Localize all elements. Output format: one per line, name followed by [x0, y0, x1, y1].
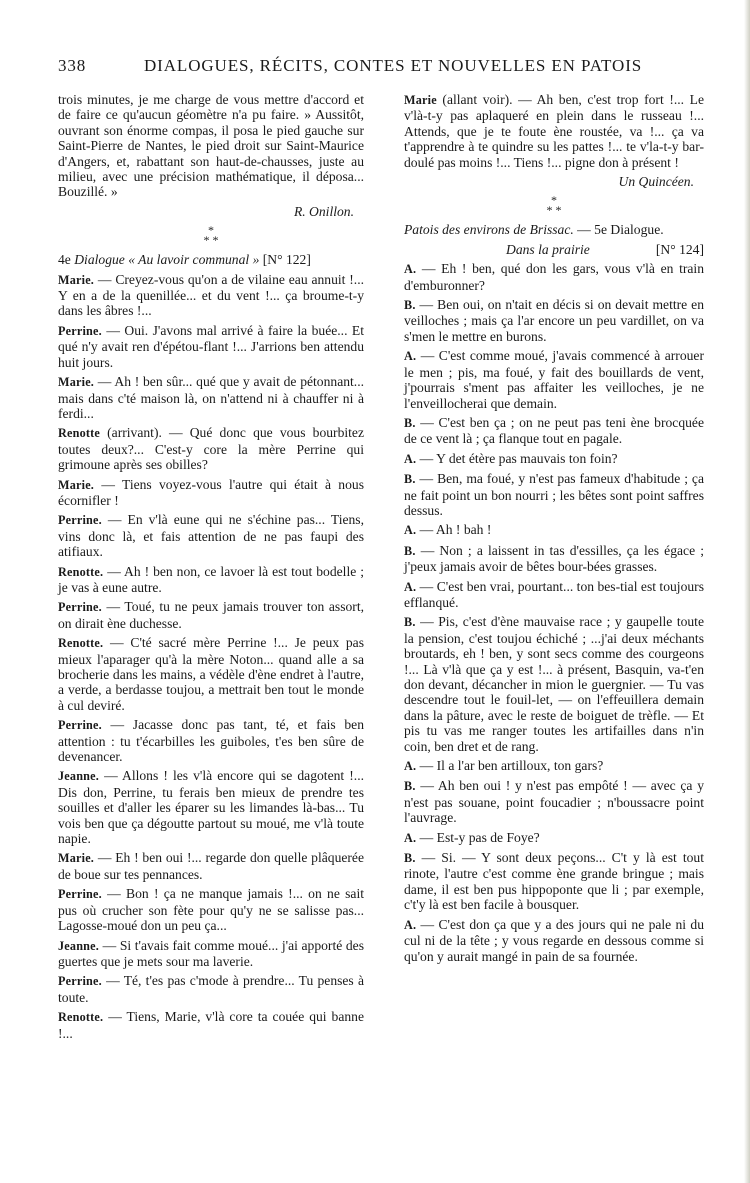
speaker-name: Renotte.: [58, 1010, 104, 1025]
dialogue-text: — Ah ben oui ! y n'est pas empôté ! — avec ça y n'est pas souane, point foucadier ; n'boussacre point l'auvrage.: [404, 778, 704, 826]
dialogue-5-subtitle: [404, 242, 704, 257]
dialogue-5-title: [404, 222, 704, 237]
dialogue-line: [404, 451, 704, 467]
dialogue-line: [404, 348, 704, 411]
dialogue-line: [404, 778, 704, 825]
section-title-rest: — 5e Dialogue.: [573, 222, 664, 238]
subtitle-place: Dans la prairie: [506, 241, 590, 257]
asterism-bottom: * *: [546, 203, 562, 218]
speaker-name: Jeanne.: [58, 938, 100, 953]
page-edge-shadow: [744, 0, 750, 1183]
section-ref: [N° 122]: [259, 252, 311, 268]
dialogue-line: [404, 758, 704, 774]
speaker-name: Renotte.: [58, 636, 104, 651]
dialogue-line: [58, 1009, 364, 1041]
section-title-text: Patois des environs de Brissac.: [404, 222, 574, 238]
speaker-name: A.: [404, 349, 417, 364]
dialogue-text: — Si t'avais fait comme moué... j'ai apporté des guertes que je mets sour ma laverie.: [58, 937, 364, 969]
speaker-name: Perrine.: [58, 323, 102, 338]
dialogue-text: — Toué, tu ne peux jamais trouver ton assort, on dirait ène duchesse.: [58, 599, 364, 631]
running-header: [58, 56, 698, 82]
dialogue-line: [58, 635, 364, 713]
speaker-name: B.: [404, 298, 416, 313]
section-prefix: 4e: [58, 252, 75, 268]
asterism-top: *: [551, 193, 557, 208]
dialogue-line: [58, 886, 364, 933]
asterism-divider-right: [404, 193, 704, 218]
speaker-name: Marie.: [58, 477, 95, 492]
dialogue-line: [58, 564, 364, 596]
section-title-text: Dialogue « Au lavoir communal »: [74, 252, 260, 268]
speaker-name: A.: [404, 451, 417, 466]
dialogue-text: — Bon ! ça ne manque jamais !... on ne sait pus où crucher son fète pour qu'y ne se salisse pas... Lagosse-moué don un peu ça...: [58, 886, 364, 934]
speaker-name: Jeanne.: [58, 769, 100, 784]
dialogue-text: — Ah ! ben sûr... qué que y avait de pétonnant... mais dans c'té maison là, on n'attend ni à chauffer ni à ferdi...: [58, 374, 364, 421]
dialogue-text: — Ah ! bah !: [416, 522, 492, 538]
dialogue-line: [404, 543, 704, 575]
speaker-name: A.: [404, 579, 417, 594]
speaker-name: Marie: [404, 93, 437, 107]
speaker-name: B.: [404, 779, 416, 794]
dialogue-text: — Eh ! ben oui !... regarde don quelle plâquerée de boue sur tes pennances.: [58, 850, 364, 882]
speaker-name: B.: [404, 472, 416, 487]
right-column: [404, 92, 704, 968]
speaker-name: B.: [404, 415, 416, 430]
speaker-name: A.: [404, 759, 417, 774]
dialogue-line: [58, 717, 364, 764]
dialogue-text: — Pis, c'est d'ène mauvaise race ; y gaupelle toute la pension, c'est toujou échiché ; ...j'ai deux méchants broutards, eh ! ben, y sont secs comme des courgeons !... Là v'là que ça y est !... à présent, Basquin, va-t'en don devant, décancher in mion le guergnier. — Tu vas descendre tout le fouil-let, — on l'effeuillera demain dans la pâture, avec le reste de boiguet de trèfle. — Et pis tu vas me ranger toutes les artifailles dans n'in coin, ben dret et de rang.: [404, 614, 704, 754]
dialogue-4-continued: [404, 92, 704, 170]
speaker-name: Renotte: [58, 426, 101, 441]
dialogue-text: — Jacasse donc pas tant, té, et fais ben attention : tu t'écarbilles les guiboles, t'es ben sûre de devenancer.: [58, 717, 364, 765]
dialogue-line: [404, 850, 704, 913]
speaker-name: Perrine.: [58, 600, 102, 615]
dialogue-line: [58, 599, 364, 631]
dialogue-line: [58, 477, 364, 509]
dialogue-4-lines: [58, 272, 364, 1041]
dialogue-text: — Allons ! les v'là encore qui se dagotent !... Dis don, Perrine, tu ferais ben mieux de prendre tes souilles et d'aller les éparer su les limandes là-bas... Tu vois ben que ça dégoutte partout su moué, me v'là toute napie.: [58, 768, 364, 847]
speaker-name: Perrine.: [58, 513, 102, 528]
dialogue-text: — En v'là eune qui ne s'échine pas... Tiens, vins donc là, et fais attention de ne pas faupi des atifiaux.: [58, 512, 364, 560]
dialogue-text: — Il a l'ar ben artilloux, ton gars?: [416, 758, 604, 774]
dialogue-line: [58, 973, 364, 1005]
speaker-name: B.: [404, 615, 416, 630]
speaker-name: B.: [404, 543, 416, 558]
dialogue-line: [58, 768, 364, 846]
dialogue-line: [404, 830, 704, 846]
dialogue-5-lines: [404, 261, 704, 964]
dialogue-line: [404, 471, 704, 518]
speaker-name: Perrine.: [58, 887, 102, 902]
speaker-name: A.: [404, 917, 417, 932]
speaker-name: B.: [404, 851, 416, 866]
speaker-name: Marie.: [58, 375, 95, 390]
dialogue-text: — Creyez-vous qu'on a de vilaine eau annuit !... Y en a de la quenillée... et du vent !... ça broume-t-y dans les âbres !...: [58, 271, 364, 319]
dialogue-text: — Y det étère pas mauvais ton foin?: [416, 450, 618, 466]
speaker-name: A.: [404, 523, 417, 538]
dialogue-line: [58, 425, 364, 472]
dialogue-text: — Est-y pas de Foye?: [416, 829, 540, 845]
dialogue-line: [58, 272, 364, 319]
speaker-name: A.: [404, 262, 417, 277]
left-column: [58, 92, 364, 1045]
page-number: 338: [58, 56, 87, 75]
dialogue-text: — Ah ! ben non, ce lavoer là est tout bodelle ; je vas à eune autre.: [58, 563, 364, 595]
dialogue-text: — Ben, ma foué, y n'est pas fameux d'habitude ; ça ne fait point un bon nourri ; les bêtes sont point saffres dessus.: [404, 471, 704, 518]
dialogue-text: — Ben oui, on n'tait en décis si on devait mettre en veilloches ; mais ça l'ar encore un peu vardillet, on va s'men le mettre en burons.: [404, 297, 704, 344]
dialogue-line: [404, 614, 704, 754]
dialogue-line: [404, 297, 704, 344]
dialogue-text: — Oui. J'avons mal arrivé à faire la buée... Et qué n'y avait ren d'épétou-flant !... J'arrions ben attendu huit jours.: [58, 322, 364, 370]
intro-paragraph: trois minutes, je me charge de vous mettre d'accord et de faire ce qu'aucun géomètre n'a pu faire. » Aussitôt, ouvrant son énorme compas, il posa le pied gauche sur Saint-Pierre de Nantes, le pied droit sur Saint-Maurice d'Angers, et, rabattant son haut-de-chausses, juste au milieu, avec une précision mathématique, il déposa... Bouzillé. »: [58, 92, 364, 200]
dialogue-line: [58, 938, 364, 970]
dialogue-text: — C'est ben vrai, pourtant... ton bes-tial est toujours efflanqué.: [404, 578, 704, 610]
dialogue-text: — Tiens, Marie, v'là core ta couée qui banne !...: [58, 1009, 364, 1041]
asterism-divider: [58, 223, 364, 248]
dialogue-line: [404, 917, 704, 964]
dialogue-line: [58, 323, 364, 370]
asterism-top: *: [208, 223, 214, 238]
dialogue-text: — Tiens voyez-vous l'autre qui était à nous écornifler !: [58, 476, 364, 508]
speaker-name: Marie.: [58, 851, 95, 866]
signature-quinceen: Un Quincéen.: [618, 174, 694, 190]
dialogue-line: [404, 415, 704, 447]
signature-onillon: R. Onillon.: [293, 203, 354, 219]
subtitle-ref: [N° 124]: [655, 241, 704, 257]
speaker-name: Renotte.: [58, 564, 104, 579]
dialogue-line: [404, 579, 704, 611]
dialogue-text: — C'est ben ça ; on ne peut pas teni ène brocquée de ce vent là ; ça flanque tout en pagale.: [404, 414, 704, 447]
dialogue-text: (arrivant). — Qué donc que vous bourbitez toutes deux?... C'est-y core la mère Perrine qui grimoune après ses obilles?: [58, 425, 364, 473]
speaker-name: Marie.: [58, 272, 95, 287]
speaker-name: Perrine.: [58, 718, 102, 733]
dialogue-text: — C'té sacré mère Perrine !... Je peux pas mieux l'aparager qu'à la mère Noton... quand alle a sa brocherie dans les mains, a védèle d'ène endret à l'autre, a verde, a berdasse toujou, a mettrait ben tout le monde à cul deviré.: [58, 635, 364, 713]
dialogue-text: — Eh ! ben, qué don les gars, vous v'là en train d'emburonner?: [404, 261, 704, 293]
dialogue-line: [404, 261, 704, 293]
running-title: DIALOGUES, RÉCITS, CONTES ET NOUVELLES EN PATOIS: [144, 56, 643, 75]
dialogue-line: [58, 850, 364, 882]
dialogue-4-title: [58, 252, 364, 267]
speaker-name: Perrine.: [58, 974, 102, 989]
dialogue-text: — C'est comme moué, j'avais commencé à arrouer le men ; pis, ma foué, y fait des bouillards de vent, j'pourrais s'ment pas affaiter les veilloches, je ne l'enveillocherai que demain.: [404, 348, 704, 411]
speaker-name: A.: [404, 830, 417, 845]
dialogue-line: [58, 512, 364, 559]
dialogue-text: — Té, t'es pas c'mode à prendre... Tu penses à toute.: [58, 973, 364, 1005]
dialogue-line: [404, 92, 704, 170]
dialogue-text: — Si. — Y sont deux peçons... C't y là est tout rinote, l'autre c'est comme ène grande bringue ; mais dame, il est ben pus hippoponte que li ; par exemple, c't'y là est ben facile à bousquer.: [404, 850, 704, 913]
dialogue-line: [404, 522, 704, 538]
dialogue-line: [58, 374, 364, 421]
asterism-bottom: * *: [203, 233, 219, 248]
dialogue-text: — Non ; a laissent in tas d'essilles, ça les égace ; j'peux jamais avoir de bêtes bour-bées grasses.: [404, 542, 704, 575]
dialogue-text: — C'est don ça que y a des jours qui ne pale ni du cul ni de la tête ; y vous regarde en dessous comme si qu'on y aurait mangé in pain de sa fournée.: [404, 916, 704, 964]
dialogue-text: (allant voir). — Ah ben, c'est trop fort !... Le v'là-t-y pas aplaqueré en plein dans le russeau !... Attends, que je te foute ène roustée, va !... ça va t'apprendre à te quindre su les pattes !... te v'la-t-y bar-doulé pas moins !... Tiens !... pigne don à présent !: [404, 92, 704, 170]
